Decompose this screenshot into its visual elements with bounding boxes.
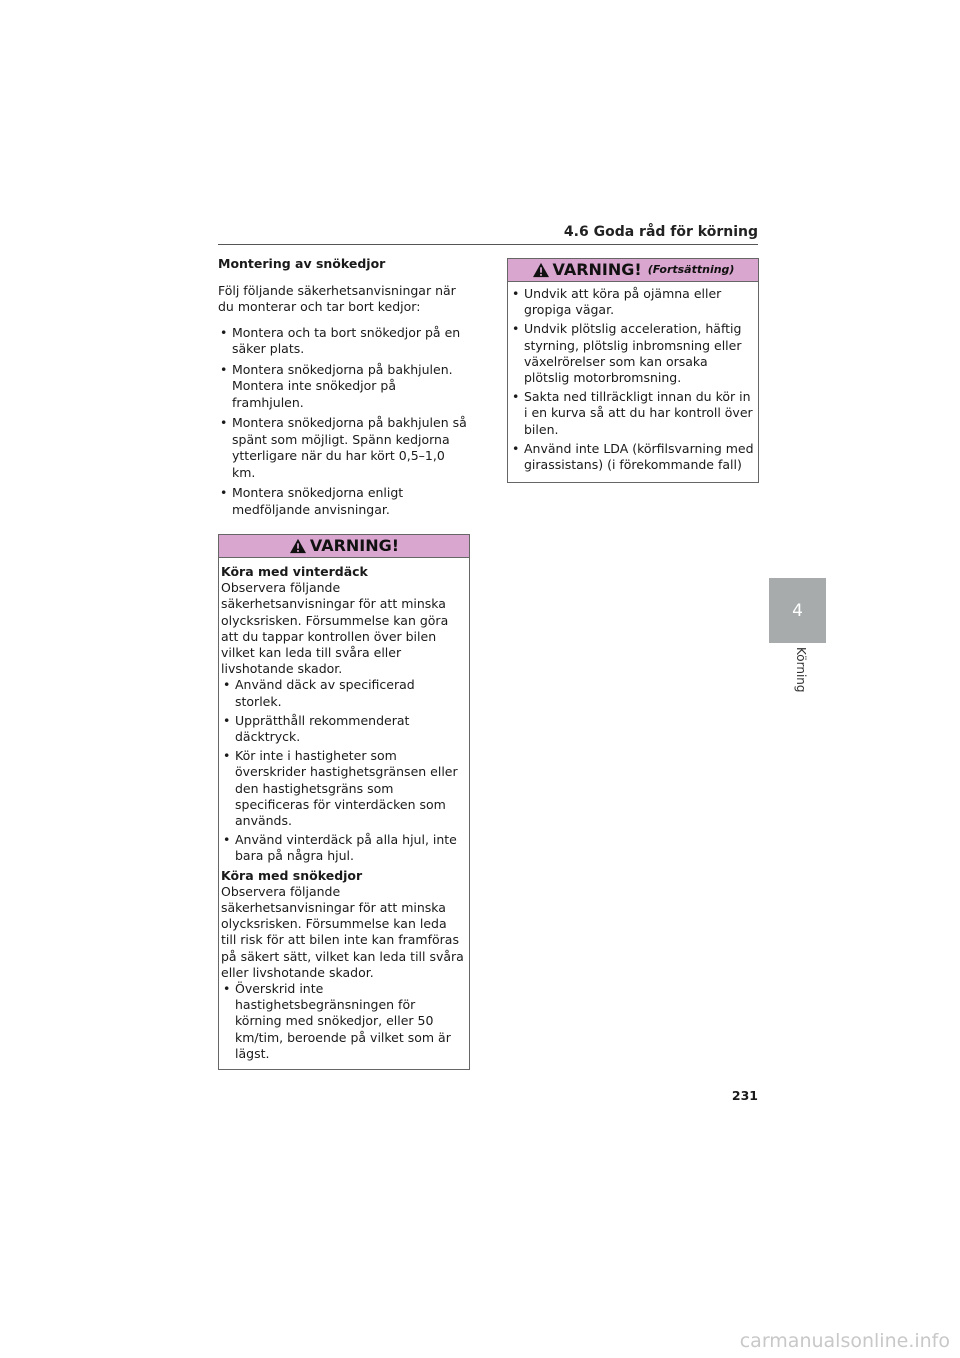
- list-item: • Montera och ta bort snökedjor på en säker plats.: [218, 325, 470, 358]
- right-column: [507, 258, 759, 483]
- list-item: • Kör inte i hastigheter som överskrider hastighetsgränsen eller den hastighetsgräns som specificeras för vinterdäcken som används.: [221, 748, 465, 829]
- winter-tires-heading: Köra med vinterdäck: [221, 564, 368, 579]
- warning-box-continued: [507, 258, 759, 483]
- continued-label: (Fortsättning): [647, 262, 735, 276]
- chapter-label: Körning: [794, 647, 808, 693]
- list-item: • Sakta ned tillräckligt innan du kör in i en kurva så att du har kontroll över bilen.: [510, 389, 754, 438]
- snow-chains-text: Observera följande säkerhetsanvisningar för att minska olycksrisken. Försummelse kan leda till risk för att bilen inte kan framföras på säkert sätt, vilket kan leda till svåra eller livshotande skador.: [221, 883, 464, 980]
- list-item: • Använd inte LDA (körfilsvarning med girassistans) (i förekommande fall): [510, 441, 754, 473]
- chapter-number: 4: [792, 600, 803, 621]
- warning-body: [508, 282, 758, 482]
- snow-chain-list: [218, 325, 470, 519]
- warning-header: [219, 535, 469, 558]
- snow-chain-heading: Montering av snökedjor: [218, 256, 386, 271]
- page-number: 231: [731, 1088, 758, 1103]
- warning-triangle-icon: [532, 262, 550, 278]
- list-item: • Undvik plötslig acceleration, häftig styrning, plötslig inbromsning eller växelrörelser som kan orsaka plötslig motorbromsning.: [510, 321, 754, 386]
- winter-tires-list: [221, 677, 465, 864]
- list-item: • Undvik att köra på ojämna eller gropiga vägar.: [510, 286, 754, 318]
- snow-chains-heading: Köra med snökedjor: [221, 867, 363, 883]
- list-item: • Använd däck av specificerad storlek.: [221, 677, 465, 709]
- warning-body: [219, 558, 469, 1069]
- driving-tips-list: [510, 286, 754, 473]
- warning-header: [508, 259, 758, 282]
- list-item: • Upprätthåll rekommenderat däcktryck.: [221, 713, 465, 745]
- snow-chain-intro: Följ följande säkerhetsanvisningar när du monterar och tar bort kedjor:: [218, 282, 456, 314]
- list-item: • Montera snökedjorna enligt medföljande anvisningar.: [218, 485, 470, 518]
- warning-box-winter: [218, 534, 470, 1070]
- snow-chains-list: [221, 981, 465, 1062]
- list-item: • Montera snökedjorna på bakhjulen så spänt som möjligt. Spänn kedjorna ytterligare när du har kört 0,5–1,0 km.: [218, 415, 470, 481]
- list-item: • Använd vinterdäck på alla hjul, inte bara på några hjul.: [221, 832, 465, 864]
- header-divider: [218, 244, 758, 245]
- list-item: • Överskrid inte hastighetsbegränsningen för körning med snökedjor, eller 50 km/tim, beroende på vilket som är lägst.: [221, 981, 465, 1062]
- left-column: [218, 256, 470, 1070]
- list-item: • Montera snökedjorna på bakhjulen. Montera inte snökedjor på framhjulen.: [218, 362, 470, 412]
- section-header: 4.6 Goda råd för körning: [563, 224, 758, 240]
- warning-triangle-icon: [289, 538, 307, 554]
- warning-title: VARNING!: [309, 535, 400, 555]
- winter-tires-text: Observera följande säkerhetsanvisningar för att minska olycksrisken. Försummelse kan göra att du tappar kontrollen över bilen vilket kan leda till svåra eller livshotande skador.: [221, 580, 449, 677]
- warning-title: VARNING!: [552, 259, 642, 279]
- chapter-tab: [769, 578, 826, 643]
- watermark: carmanualsonline.info: [739, 1330, 950, 1352]
